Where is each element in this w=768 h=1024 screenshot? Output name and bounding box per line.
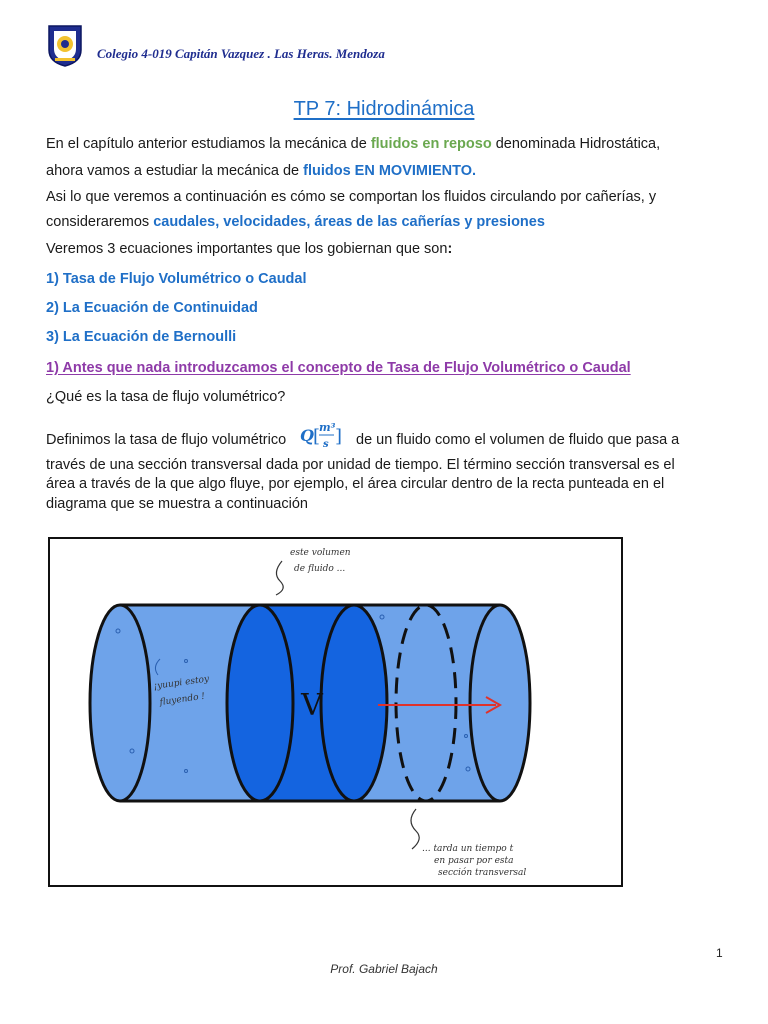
fluids-moving-highlight: fluidos EN MOVIMIENTO. xyxy=(303,163,477,179)
page-title: TP 7: Hidrodinámica xyxy=(293,98,475,120)
pipes-line-1: Asi lo que veremos a continuación es cómo se comportan los fluidos circulando por cañerías, y xyxy=(46,189,657,205)
intro-line-1 xyxy=(46,134,660,154)
note-bottom-3: sección transversal xyxy=(438,868,527,878)
definition-line-1b: de un fluido como el volumen de fluido que pasa a xyxy=(356,432,680,448)
pipes-text: consideraremos xyxy=(46,214,154,230)
colon: : xyxy=(447,241,453,257)
note-left-1: ¡yuupi estoy xyxy=(153,674,210,692)
equations-intro xyxy=(46,239,452,259)
definition-line-2: través de una sección transversal dada por unidad de tiempo. El término sección transversal es el xyxy=(46,457,675,473)
formula-numerator: m³ xyxy=(319,421,336,434)
formula-denominator: s xyxy=(323,439,329,450)
note-left-2: fluyendo ! xyxy=(159,691,206,708)
fluids-at-rest-highlight: fluidos en reposo xyxy=(370,136,492,152)
note-top-1: este volumen xyxy=(290,548,351,558)
equation-item-2: 2) La Ecuación de Continuidad xyxy=(46,300,258,316)
school-crest-icon xyxy=(45,22,85,68)
svg-text:]: ] xyxy=(335,426,343,447)
definition-text: Definimos la tasa de flujo volumétrico xyxy=(46,432,287,448)
topics-highlight: caudales, velocidades, áreas de las cañerías y presiones xyxy=(153,214,545,230)
footer-author: Prof. Gabriel Bajach xyxy=(330,962,438,976)
question: ¿Qué es la tasa de flujo volumétrico? xyxy=(46,389,286,405)
intro-line-2 xyxy=(46,161,476,181)
definition-line-4: diagrama que se muestra a continuación xyxy=(46,496,308,512)
svg-text:[: [ xyxy=(313,426,321,447)
formula-q: Q xyxy=(300,426,314,445)
flow-rate-formula xyxy=(298,414,344,458)
intro-text: ahora vamos a estudiar la mecánica de xyxy=(46,163,304,179)
pipe-illustration xyxy=(50,539,621,885)
section-heading: 1) Antes que nada introduzcamos el concepto de Tasa de Flujo Volumétrico o Caudal xyxy=(46,360,631,376)
definition-line-1 xyxy=(46,430,286,450)
intro-text: denominada Hidrostática, xyxy=(491,136,661,152)
intro-text: En el capítulo anterior estudiamos la mecánica de xyxy=(46,136,371,152)
note-top-2: de fluido ... xyxy=(294,564,346,574)
flow-diagram xyxy=(48,537,623,887)
note-bottom-2: en pasar por esta xyxy=(434,856,514,866)
school-name: Colegio 4-019 Capitán Vazquez . Las Heras. Mendoza xyxy=(97,46,385,61)
page-number: 1 xyxy=(716,946,723,960)
pipe-right-end xyxy=(470,605,530,801)
equation-item-1: 1) Tasa de Flujo Volumétrico o Caudal xyxy=(46,271,307,287)
pipes-line-2 xyxy=(46,212,545,232)
equation-item-3: 3) La Ecuación de Bernoulli xyxy=(46,329,237,345)
equations-intro-text: Veremos 3 ecuaciones importantes que los gobiernan que son xyxy=(46,241,448,257)
volume-label: V xyxy=(301,688,323,723)
definition-line-3: área a través de la que algo fluye, por ejemplo, el área circular dentro de la recta punteada en el xyxy=(46,476,665,492)
pipe-left-end xyxy=(90,605,150,801)
note-bottom-1: ... tarda un tiempo t xyxy=(422,844,514,854)
